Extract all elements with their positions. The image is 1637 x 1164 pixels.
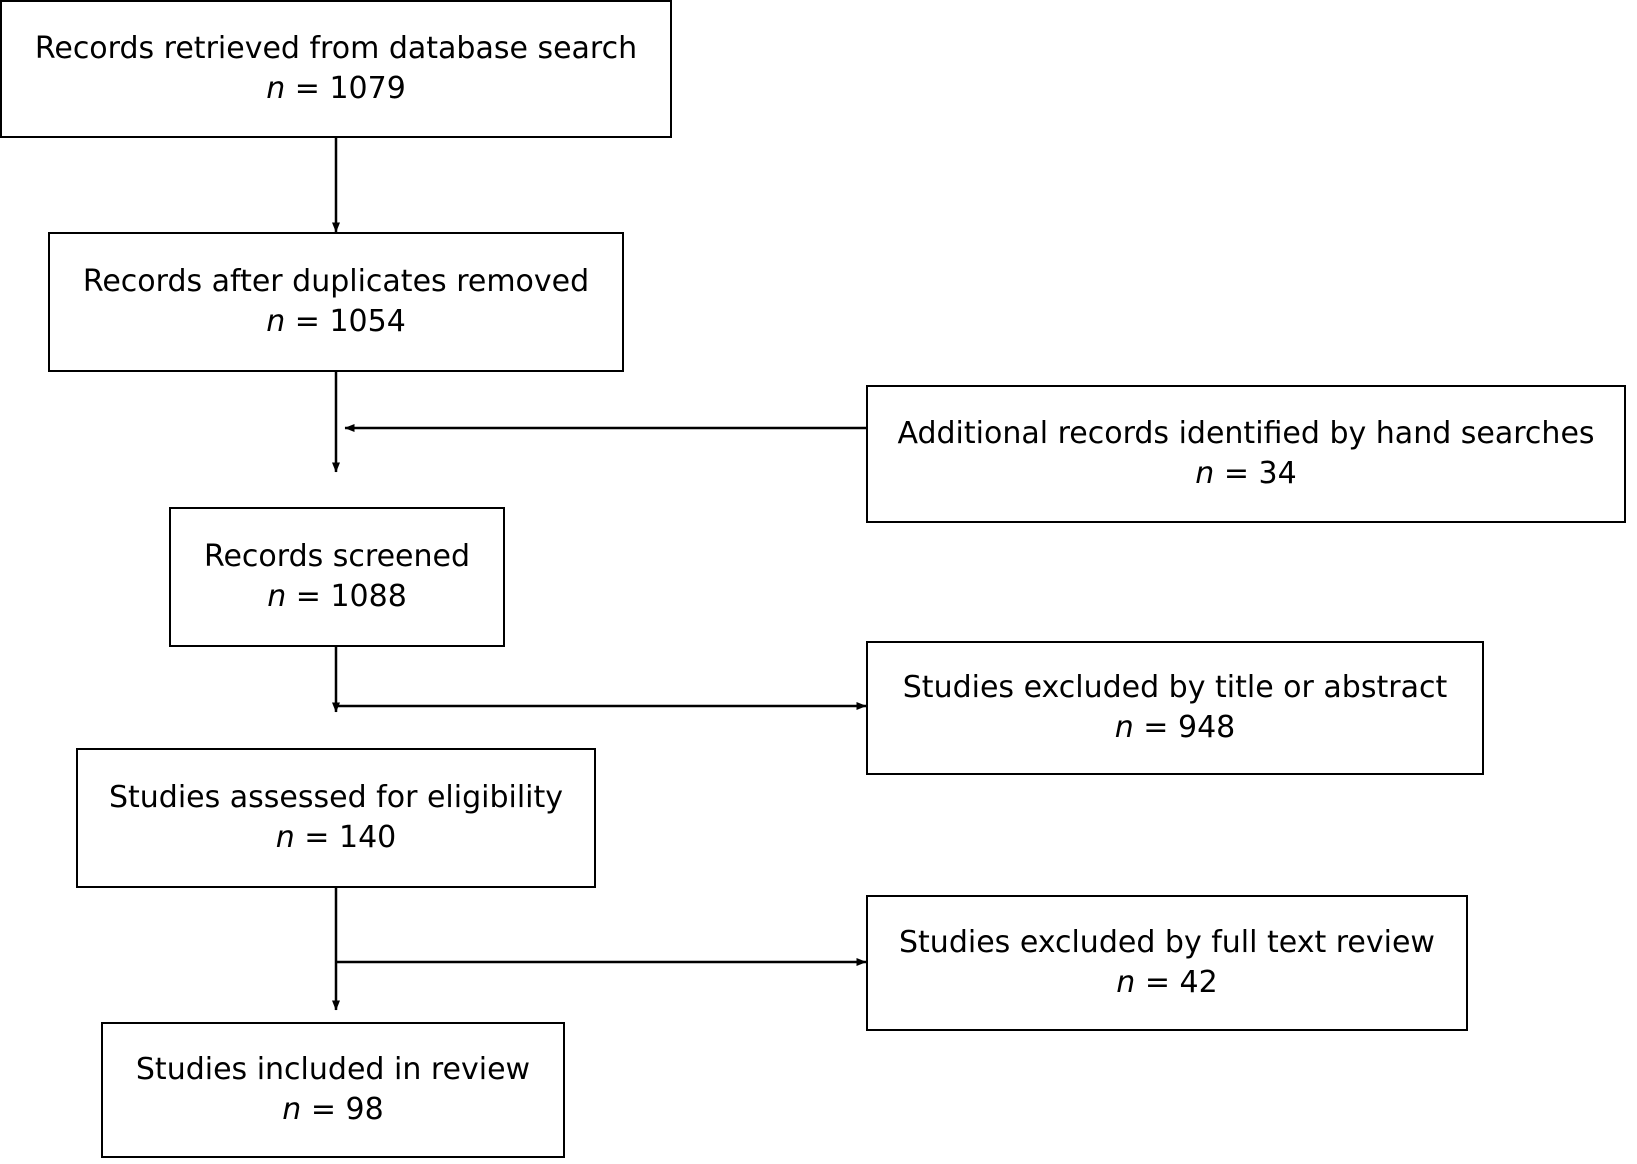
node-assessed-eligibility [76,748,596,888]
node-label: Studies included in review [135,1052,531,1088]
n-symbol: n [1116,965,1136,1000]
n-symbol: n [275,820,295,855]
node-count [276,818,397,858]
n-value: 140 [338,820,397,855]
n-symbol: n [266,304,286,339]
node-included-in-review [101,1022,565,1158]
node-count [266,302,406,342]
node-count [1116,963,1217,1003]
n-symbol: n [1195,456,1215,491]
n-equals: = [1214,456,1259,491]
node-label: Records screened [203,539,471,575]
n-equals: = [286,579,331,614]
n-equals: = [285,304,330,339]
n-equals: = [294,820,339,855]
node-label: Records after duplicates removed [82,264,590,300]
node-records-after-duplicates [48,232,624,372]
node-records-screened [169,507,505,647]
node-label: Records retrieved from database search [34,31,638,67]
n-symbol: n [282,1092,302,1127]
node-label: Studies assessed for eligibility [108,780,564,816]
node-count [267,577,407,617]
n-equals: = [1135,965,1180,1000]
n-value: 1054 [329,304,406,339]
n-value: 98 [345,1092,384,1127]
node-count [266,69,406,109]
n-value: 1088 [330,579,407,614]
node-excluded-title-abstract [866,641,1484,775]
node-label: Additional records identified by hand searches [897,416,1595,452]
node-count [282,1090,383,1130]
n-symbol: n [266,71,286,106]
n-symbol: n [267,579,287,614]
n-value: 34 [1258,456,1297,491]
n-equals: = [301,1092,346,1127]
n-value: 948 [1177,710,1236,745]
n-value: 42 [1179,965,1218,1000]
node-records-retrieved [0,0,672,138]
n-equals: = [285,71,330,106]
n-value: 1079 [329,71,406,106]
node-count [1115,708,1236,748]
node-label: Studies excluded by full text review [899,925,1435,961]
node-additional-records [866,385,1626,523]
n-symbol: n [1114,710,1134,745]
node-count [1195,454,1296,494]
node-label: Studies excluded by title or abstract [902,670,1448,706]
node-excluded-full-text [866,895,1468,1031]
n-equals: = [1133,710,1178,745]
